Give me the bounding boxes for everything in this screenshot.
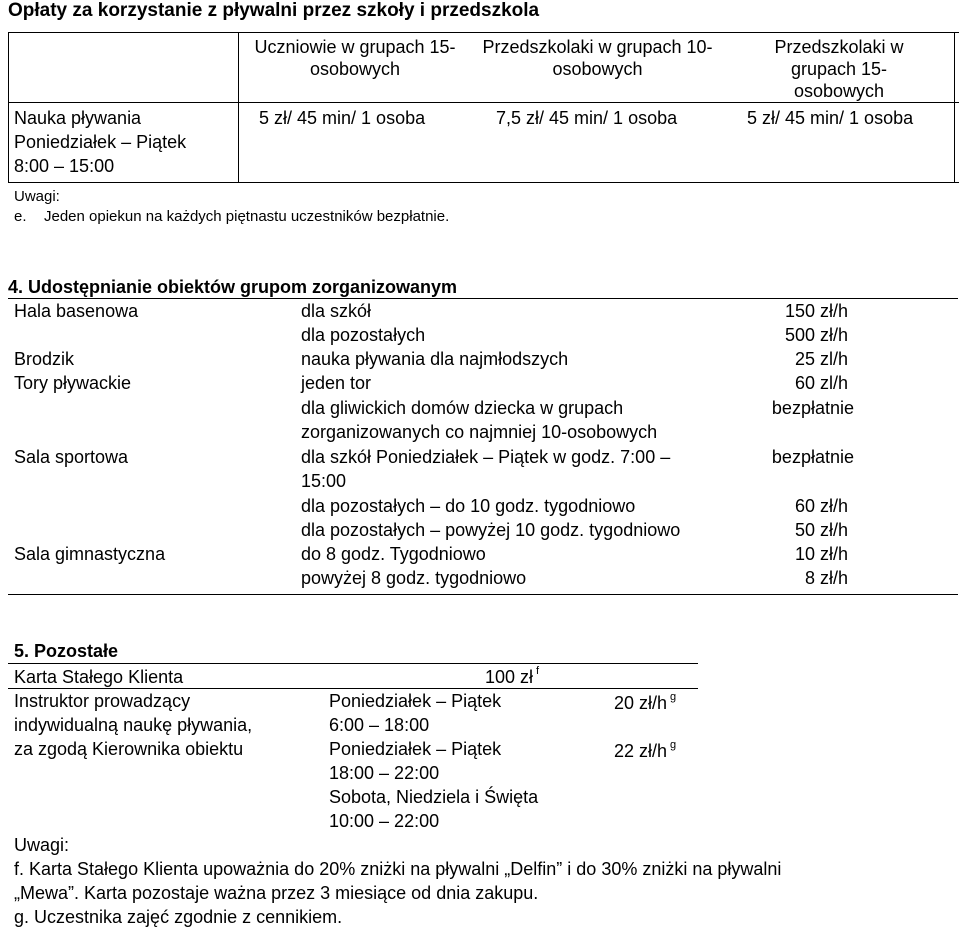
note-g: g. Uczestnika zajęć zgodnie z cennikiem. xyxy=(14,907,343,927)
instructor-label-line3: za zgodą Kierownika obiektu xyxy=(14,739,244,759)
section5-top-rule xyxy=(8,663,698,664)
instructor-label-line2: indywidualną naukę pływania, xyxy=(14,715,253,735)
facility-price: 150 zł/h xyxy=(784,301,848,321)
facility-desc: dla pozostałych – powyżej 10 godz. tygodniowo xyxy=(301,520,681,540)
facility-desc: dla gliwickich domów dziecka w grupach xyxy=(301,398,624,418)
section5-notes-label: Uwagi: xyxy=(14,835,70,855)
row-label-line3: 8:00 – 15:00 xyxy=(14,156,115,176)
facility-desc: dla szkół xyxy=(301,301,372,321)
slot1-line2: 6:00 – 18:00 xyxy=(329,715,430,735)
facility-desc: jeden tor xyxy=(301,373,372,393)
facility-name: Sala sportowa xyxy=(14,447,129,467)
fees-title: Opłaty za korzystanie z pływalni przez szkoły i przedszkola xyxy=(8,0,540,21)
card-price: 100 zł $^f$ xyxy=(485,665,540,687)
facility-name: Sala gimnastyczna xyxy=(14,544,166,564)
facility-price: 10 zł/h xyxy=(794,544,848,564)
facility-desc: powyżej 8 godz. tygodniowo xyxy=(301,568,527,588)
fees-notes-label: Uwagi: xyxy=(14,188,60,205)
card-label: Karta Stałego Klienta xyxy=(14,667,184,687)
slot1-line1: Poniedziałek – Piątek xyxy=(329,691,502,711)
slot2-line1: Poniedziałek – Piątek xyxy=(329,739,502,759)
facility-desc: dla szkół Poniedziałek – Piątek w godz. 7:00 – xyxy=(301,447,671,467)
facility-desc-cont: zorganizowanych co najmniej 10-osobowych xyxy=(301,422,658,442)
section5-heading: 5. Pozostałe xyxy=(14,641,119,661)
section4-bottom-rule xyxy=(8,594,958,595)
facility-desc: nauka pływania dla najmłodszych xyxy=(301,349,569,369)
facility-price: 500 zł/h xyxy=(784,325,848,345)
section5-mid-rule xyxy=(8,688,698,689)
facility-price: 8 zł/h xyxy=(804,568,848,588)
price-preschool-10: 7,5 zł/ 45 min/ 1 osoba xyxy=(496,108,678,128)
price-pupils-15: 5 zł/ 45 min/ 1 osoba xyxy=(259,108,426,128)
facility-price: 60 zl/h xyxy=(794,373,848,393)
note-e-letter: e. xyxy=(14,208,27,225)
slot2-price: 22 zł/h $^g$ xyxy=(614,739,677,761)
facility-desc: do 8 godz. Tygodniowo xyxy=(301,544,486,564)
section4-top-rule xyxy=(8,298,958,299)
note-f-line2: „Mewa”. Karta pozostaje ważna przez 3 miesiące od dnia zakupu. xyxy=(14,883,539,903)
facility-price: bezpłatnie xyxy=(771,398,854,418)
note-e: Jeden opiekun na każdych piętnastu uczestników bezpłatnie. xyxy=(44,208,450,225)
facility-price: 50 zł/h xyxy=(794,520,848,540)
instructor-label-line1: Instruktor prowadzący xyxy=(14,691,191,711)
col-header-preschool-10: Przedszkolaki w grupach 10-osobowych xyxy=(482,37,713,79)
facility-price: 60 zł/h xyxy=(794,496,848,516)
row-label-line2: Poniedziałek – Piątek xyxy=(14,132,187,152)
facility-desc: dla pozostałych – do 10 godz. tygodniowo xyxy=(301,496,636,516)
slot2-line2: 18:00 – 22:00 xyxy=(329,763,440,783)
facility-name: Tory pływackie xyxy=(14,373,132,393)
col-header-pupils-15: Uczniowie w grupach 15-osobowych xyxy=(254,37,456,79)
section4-heading: 4. Udostępnianie obiektów grupom zorganizowanym xyxy=(8,277,458,297)
facility-price: 25 zl/h xyxy=(794,349,848,369)
slot2-line4: 10:00 – 22:00 xyxy=(329,811,440,831)
facility-price: bezpłatnie xyxy=(771,447,854,467)
col-header-preschool-15: Przedszkolaki w grupach 15-osobowych xyxy=(774,37,904,101)
note-f-line1: f. Karta Stałego Klienta upoważnia do 20% zniżki na pływalni „Delfin” i do 30% zniżki na pływalni xyxy=(14,859,782,879)
facility-desc-cont: 15:00 xyxy=(301,471,347,491)
facility-desc: dla pozostałych xyxy=(301,325,426,345)
row-label-line1: Nauka pływania xyxy=(14,108,142,128)
price-preschool-15: 5 zł/ 45 min/ 1 osoba xyxy=(747,108,914,128)
slot2-line3: Sobota, Niedziela i Święta xyxy=(329,787,539,807)
slot1-price: 20 zł/h $^g$ xyxy=(614,691,677,713)
facility-name: Brodzik xyxy=(14,349,75,369)
facility-name: Hala basenowa xyxy=(14,301,139,321)
